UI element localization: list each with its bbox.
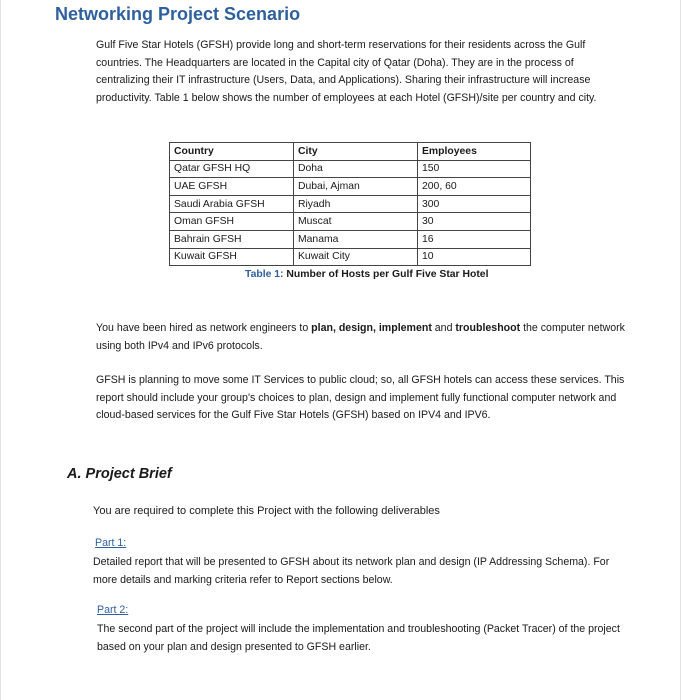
part2-label: Part 2: [97, 604, 129, 616]
table-header: Country [170, 143, 294, 161]
hired-bold-plan: plan, design, implement [311, 322, 432, 334]
hired-paragraph [96, 320, 628, 355]
table-row [170, 248, 531, 266]
table-cell: Kuwait GFSH [170, 248, 294, 266]
table-cell: 200, 60 [418, 178, 531, 196]
cloud-paragraph: GFSH is planning to move some IT Services to public cloud; so, all GFSH hotels can access these services. This report should include your group's choices to plan, design and implement fully functional computer network and cloud-based services for the Gulf Five Star Hotels (GFSH) based on IPV4 and IPV6. [96, 374, 625, 422]
deliverables-intro: You are required to complete this Project with the following deliverables [93, 505, 440, 517]
table-cell: 150 [418, 160, 531, 178]
table-cell: Oman GFSH [170, 213, 294, 231]
table-header: Employees [418, 143, 531, 161]
hired-text-pre: You have been hired as network engineers to [96, 322, 312, 334]
table-cell: Doha [294, 160, 418, 178]
caption-text: Number of Hosts per Gulf Five Star Hotel [286, 269, 489, 280]
intro-paragraph: Gulf Five Star Hotels (GFSH) provide long and short-term reservations for their residents across the Gulf countries. The Headquarters are located in the Capital city of Qatar (Doha). They are in the process of centralizing their IT infrastructure (Users, Data, and Applications). Sharing their infrastructure will increase productivity. Table 1 below shows the number of employees at each Hotel (GFSH)/site per country and city. [96, 39, 597, 104]
table-cell: UAE GFSH [170, 178, 294, 196]
table-caption [245, 269, 488, 280]
table-row [170, 160, 531, 178]
table-row [170, 195, 531, 213]
table-cell: Kuwait City [294, 248, 418, 266]
page-title: Networking Project Scenario [55, 4, 301, 24]
table-cell: Riyadh [294, 195, 418, 213]
caption-label: Table 1: [245, 269, 284, 280]
table-row [170, 213, 531, 231]
table-cell: 300 [418, 195, 531, 213]
table-cell: Muscat [294, 213, 418, 231]
part2-text: The second part of the project will include the implementation and troubleshooting (Packet Tracer) of the project based on your plan and design presented to GFSH earlier. [97, 623, 620, 653]
table-cell: 10 [418, 248, 531, 266]
table-cell: Bahrain GFSH [170, 230, 294, 248]
table-header: City [294, 143, 418, 161]
hired-text-mid: and [431, 322, 456, 334]
hired-bold-troubleshoot: troubleshoot [455, 322, 521, 334]
table-row [170, 178, 531, 196]
table-cell: 16 [418, 230, 531, 248]
section-heading-project-brief: A. Project Brief [67, 466, 172, 482]
hired-text-post: the computer network using both IPv4 and IPv6 protocols. [96, 322, 625, 352]
hosts-table [169, 142, 531, 266]
table-row [170, 230, 531, 248]
table-cell: Manama [294, 230, 418, 248]
table-cell: Saudi Arabia GFSH [170, 195, 294, 213]
table-cell: Dubai, Ajman [294, 178, 418, 196]
table-cell: Qatar GFSH HQ [170, 160, 294, 178]
part1-text: Detailed report that will be presented to GFSH about its network plan and design (IP Addressing Schema). For more details and marking criteria refer to Report sections below. [93, 556, 610, 586]
table-cell: 30 [418, 213, 531, 231]
table-header-row [170, 143, 531, 161]
part1-label: Part 1: [95, 537, 127, 549]
